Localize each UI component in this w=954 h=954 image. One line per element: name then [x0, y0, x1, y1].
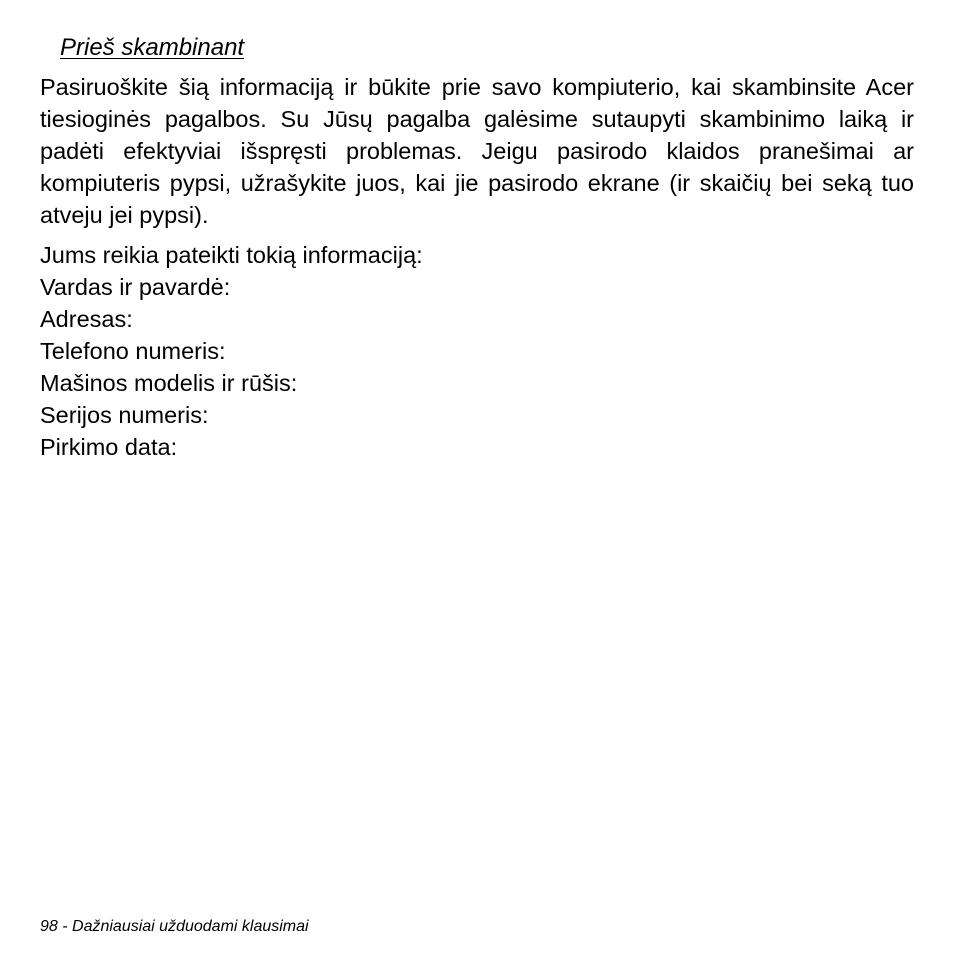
section-heading: Prieš skambinant	[60, 34, 245, 61]
required-info-list	[40, 239, 914, 463]
field-phone: Telefono numeris:	[40, 338, 226, 364]
field-name: Vardas ir pavardė:	[40, 274, 231, 300]
instructions-paragraph: Pasiruoškite šią informaciją ir būkite prie savo kompiuterio, kai skambinsite Acer tiesioginės pagalbos. Su Jūsų pagalba galėsime sutaupyti skambinimo laiką ir padėti efektyviai išspręsti problemas. Jeigu pasirodo klaidos pranešimai ar kompiuteris pypsi, užrašykite juos, kai jie pasirodo ekrane (ir skaičių bei seką tuo atveju jei pypsi).	[40, 74, 914, 228]
field-serial: Serijos numeris:	[40, 402, 209, 428]
field-model: Mašinos modelis ir rūšis:	[40, 370, 298, 396]
info-intro: Jums reikia pateikti tokią informaciją:	[40, 242, 423, 268]
field-address: Adresas:	[40, 306, 133, 332]
page-footer: 98 - Dažniausiai užduodami klausimai	[40, 918, 309, 935]
field-purchase-date: Pirkimo data:	[40, 434, 178, 460]
